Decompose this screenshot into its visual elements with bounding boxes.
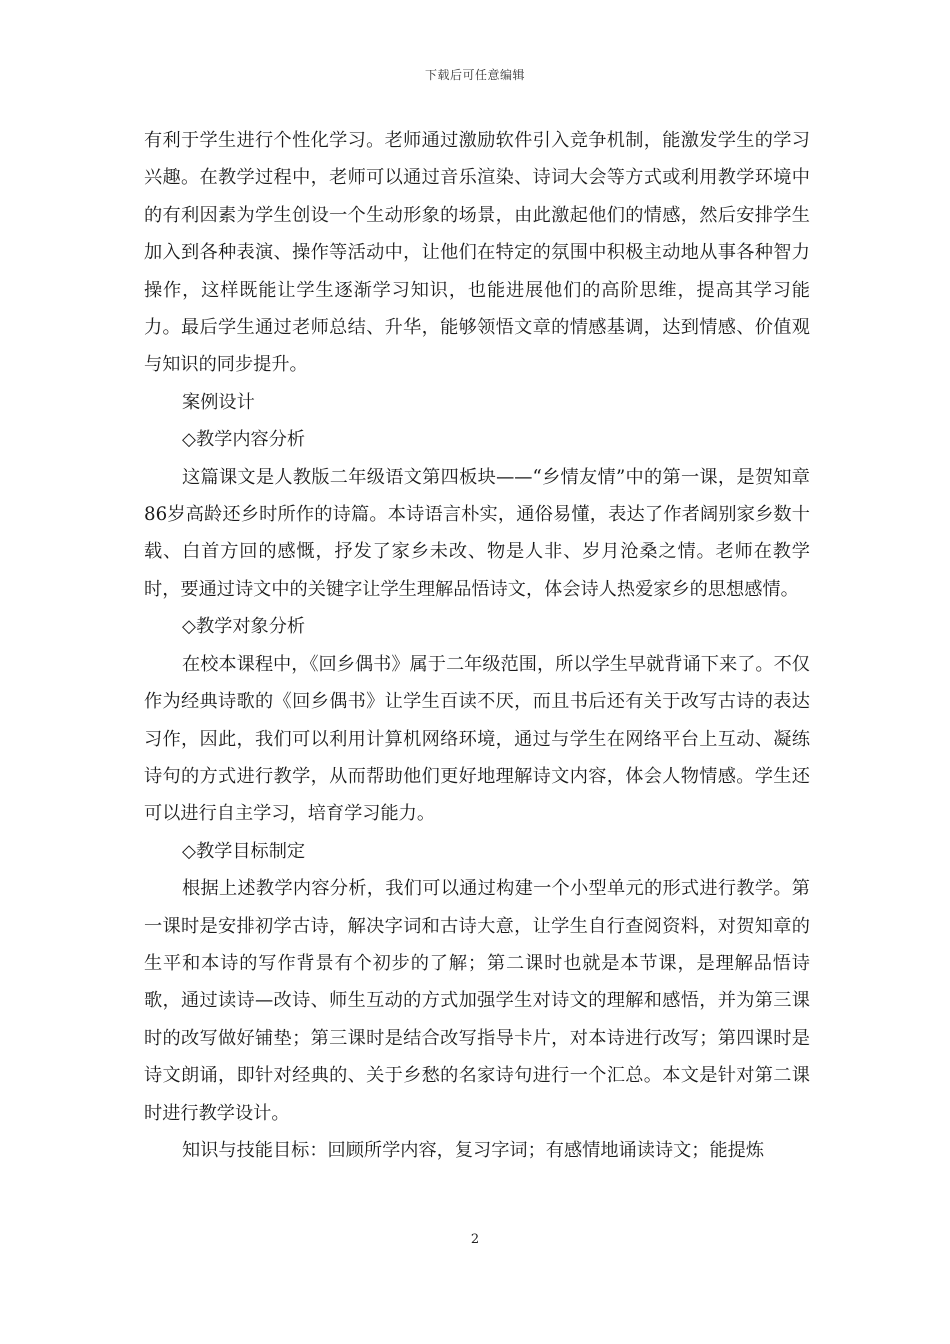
subheading-student-analysis: ◇教学对象分析: [182, 616, 306, 638]
page-header-note: 下载后可任意编辑: [424, 68, 525, 82]
paragraph-continuation: 有利于学生进行个性化学习。老师通过激励软件引入竞争机制，能激发学生的学习兴趣。在教学过程中，老师可以通过音乐渲染、诗词大会等方式或利用教学环境中的有利因素为学生创设一个生动形象的场景，由此激起他们的情感，然后安排学生加入到各种表演、操作等活动中，让他们在特定的氛围中积极主动地从事各种智力操作，这样既能让学生逐渐学习知识，也能进展他们的高阶思维，提高其学习能力。最后学生通过老师总结、升华，能够领悟文章的情感基调，达到情感、价值观与知识的同步提升。: [144, 130, 810, 376]
paragraph-student-analysis: 在校本课程中，《回乡偶书》属于二年级范围，所以学生早就背诵下来了。不仅作为经典诗歌的《回乡偶书》让学生百读不厌，而且书后还有关于改写古诗的表达习作，因此，我们可以利用计算机网络环境，通过与学生在网络平台上互动、凝练诗句的方式进行教学，从而帮助他们更好地理解诗文内容，体会人物情感。学生还可以进行自主学习，培育学习能力。: [144, 653, 810, 825]
subheading-content-analysis: ◇教学内容分析: [182, 429, 306, 451]
subheading-teaching-goals: ◇教学目标制定: [182, 840, 306, 862]
page-number: 2: [470, 1232, 480, 1247]
paragraph-knowledge-skill-goals: 知识与技能目标：回顾所学内容，复习字词；有感情地诵读诗文；能提炼: [182, 1139, 765, 1161]
section-heading-case-design: 案例设计: [182, 391, 255, 413]
paragraph-teaching-goals: 根据上述教学内容分析，我们可以通过构建一个小型单元的形式进行教学。第一课时是安排初学古诗，解决字词和古诗大意，让学生自行查阅资料，对贺知章的生平和本诗的写作背景有个初步的了解；第二课时也就是本节课，是理解品悟诗歌，通过读诗—改诗、师生互动的方式加强学生对诗文的理解和感悟，并为第三课时的改写做好铺垫；第三课时是结合改写指导卡片，对本诗进行改写；第四课时是诗文朗诵，即针对经典的、关于乡愁的名家诗句进行一个汇总。本文是针对第二课时进行教学设计。: [144, 878, 810, 1124]
paragraph-content-analysis: 这篇课文是人教版二年级语文第四板块——“乡情友情”中的第一课，是贺知章86岁高龄还乡时所作的诗篇。本诗语言朴实，通俗易懂，表达了作者阔别家乡数十载、白首方回的感慨，抒发了家乡未改、物是人非、岁月沧桑之情。老师在教学时，要通过诗文中的关键字让学生理解品悟诗文，体会诗人热爱家乡的思想感情。: [144, 466, 810, 600]
document-body: [144, 122, 810, 1169]
